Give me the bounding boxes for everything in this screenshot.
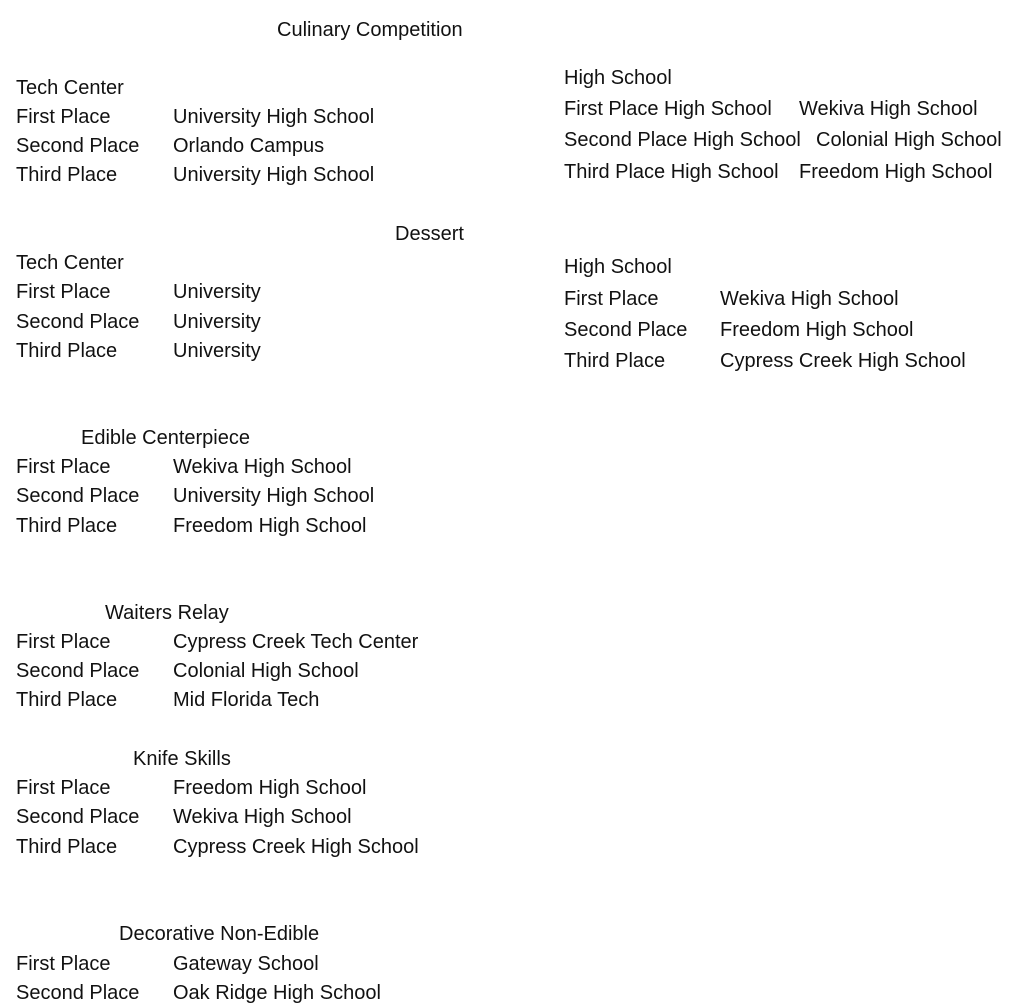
section-title: Edible Centerpiece (81, 427, 250, 449)
section-title: Decorative Non-Edible (119, 923, 320, 945)
section-heading: Tech Center (16, 252, 124, 274)
winner-name: Wekiva High School (799, 98, 978, 120)
winner-name: Colonial High School (173, 660, 359, 682)
winner-name: Cypress Creek High School (173, 836, 419, 858)
winner-name: Freedom High School (173, 777, 367, 799)
place-label: First Place High School (564, 98, 772, 120)
section-title: Waiters Relay (105, 602, 229, 624)
winner-name: Wekiva High School (173, 456, 352, 478)
winner-name: Wekiva High School (173, 806, 352, 828)
winner-name: Wekiva High School (720, 288, 899, 310)
winner-name: Cypress Creek Tech Center (173, 631, 419, 653)
winner-name: University (173, 281, 261, 303)
dessert-title: Dessert (395, 223, 464, 245)
place-label: Second Place (16, 806, 140, 828)
winner-name: Freedom High School (173, 515, 367, 537)
section-title: Knife Skills (133, 748, 231, 770)
place-label: Third Place (16, 340, 118, 362)
place-label: First Place (16, 456, 111, 478)
place-label: First Place (16, 281, 111, 303)
place-label: Second Place (16, 135, 140, 157)
place-label: Second Place (16, 311, 140, 333)
section-heading: High School (564, 256, 672, 278)
winner-name: Oak Ridge High School (173, 982, 381, 1004)
winner-name: Gateway School (173, 953, 319, 975)
winner-name: Freedom High School (799, 161, 993, 183)
winner-name: University High School (173, 106, 375, 128)
place-label: First Place (16, 777, 111, 799)
place-label: Second Place (564, 319, 688, 341)
place-label: Third Place High School (564, 161, 779, 183)
place-label: Third Place (564, 350, 666, 372)
place-label: Second Place High School (564, 129, 801, 151)
winner-name: University High School (173, 485, 375, 507)
winner-name: University High School (173, 164, 375, 186)
section-heading: High School (564, 67, 672, 89)
winner-name: Freedom High School (720, 319, 914, 341)
place-label: Third Place (16, 836, 118, 858)
place-label: Third Place (16, 164, 118, 186)
winner-name: Mid Florida Tech (173, 689, 320, 711)
place-label: Second Place (16, 982, 140, 1004)
place-label: Third Place (16, 515, 118, 537)
place-label: Second Place (16, 485, 140, 507)
winner-name: Orlando Campus (173, 135, 325, 157)
place-label: Third Place (16, 689, 118, 711)
place-label: First Place (16, 953, 111, 975)
winner-name: Colonial High School (816, 129, 1002, 151)
winner-name: University (173, 311, 261, 333)
place-label: Second Place (16, 660, 140, 682)
place-label: First Place (16, 106, 111, 128)
winner-name: University (173, 340, 261, 362)
winner-name: Cypress Creek High School (720, 350, 966, 372)
section-heading: Tech Center (16, 77, 124, 99)
place-label: First Place (16, 631, 111, 653)
page-title: Culinary Competition (277, 19, 463, 41)
place-label: First Place (564, 288, 659, 310)
